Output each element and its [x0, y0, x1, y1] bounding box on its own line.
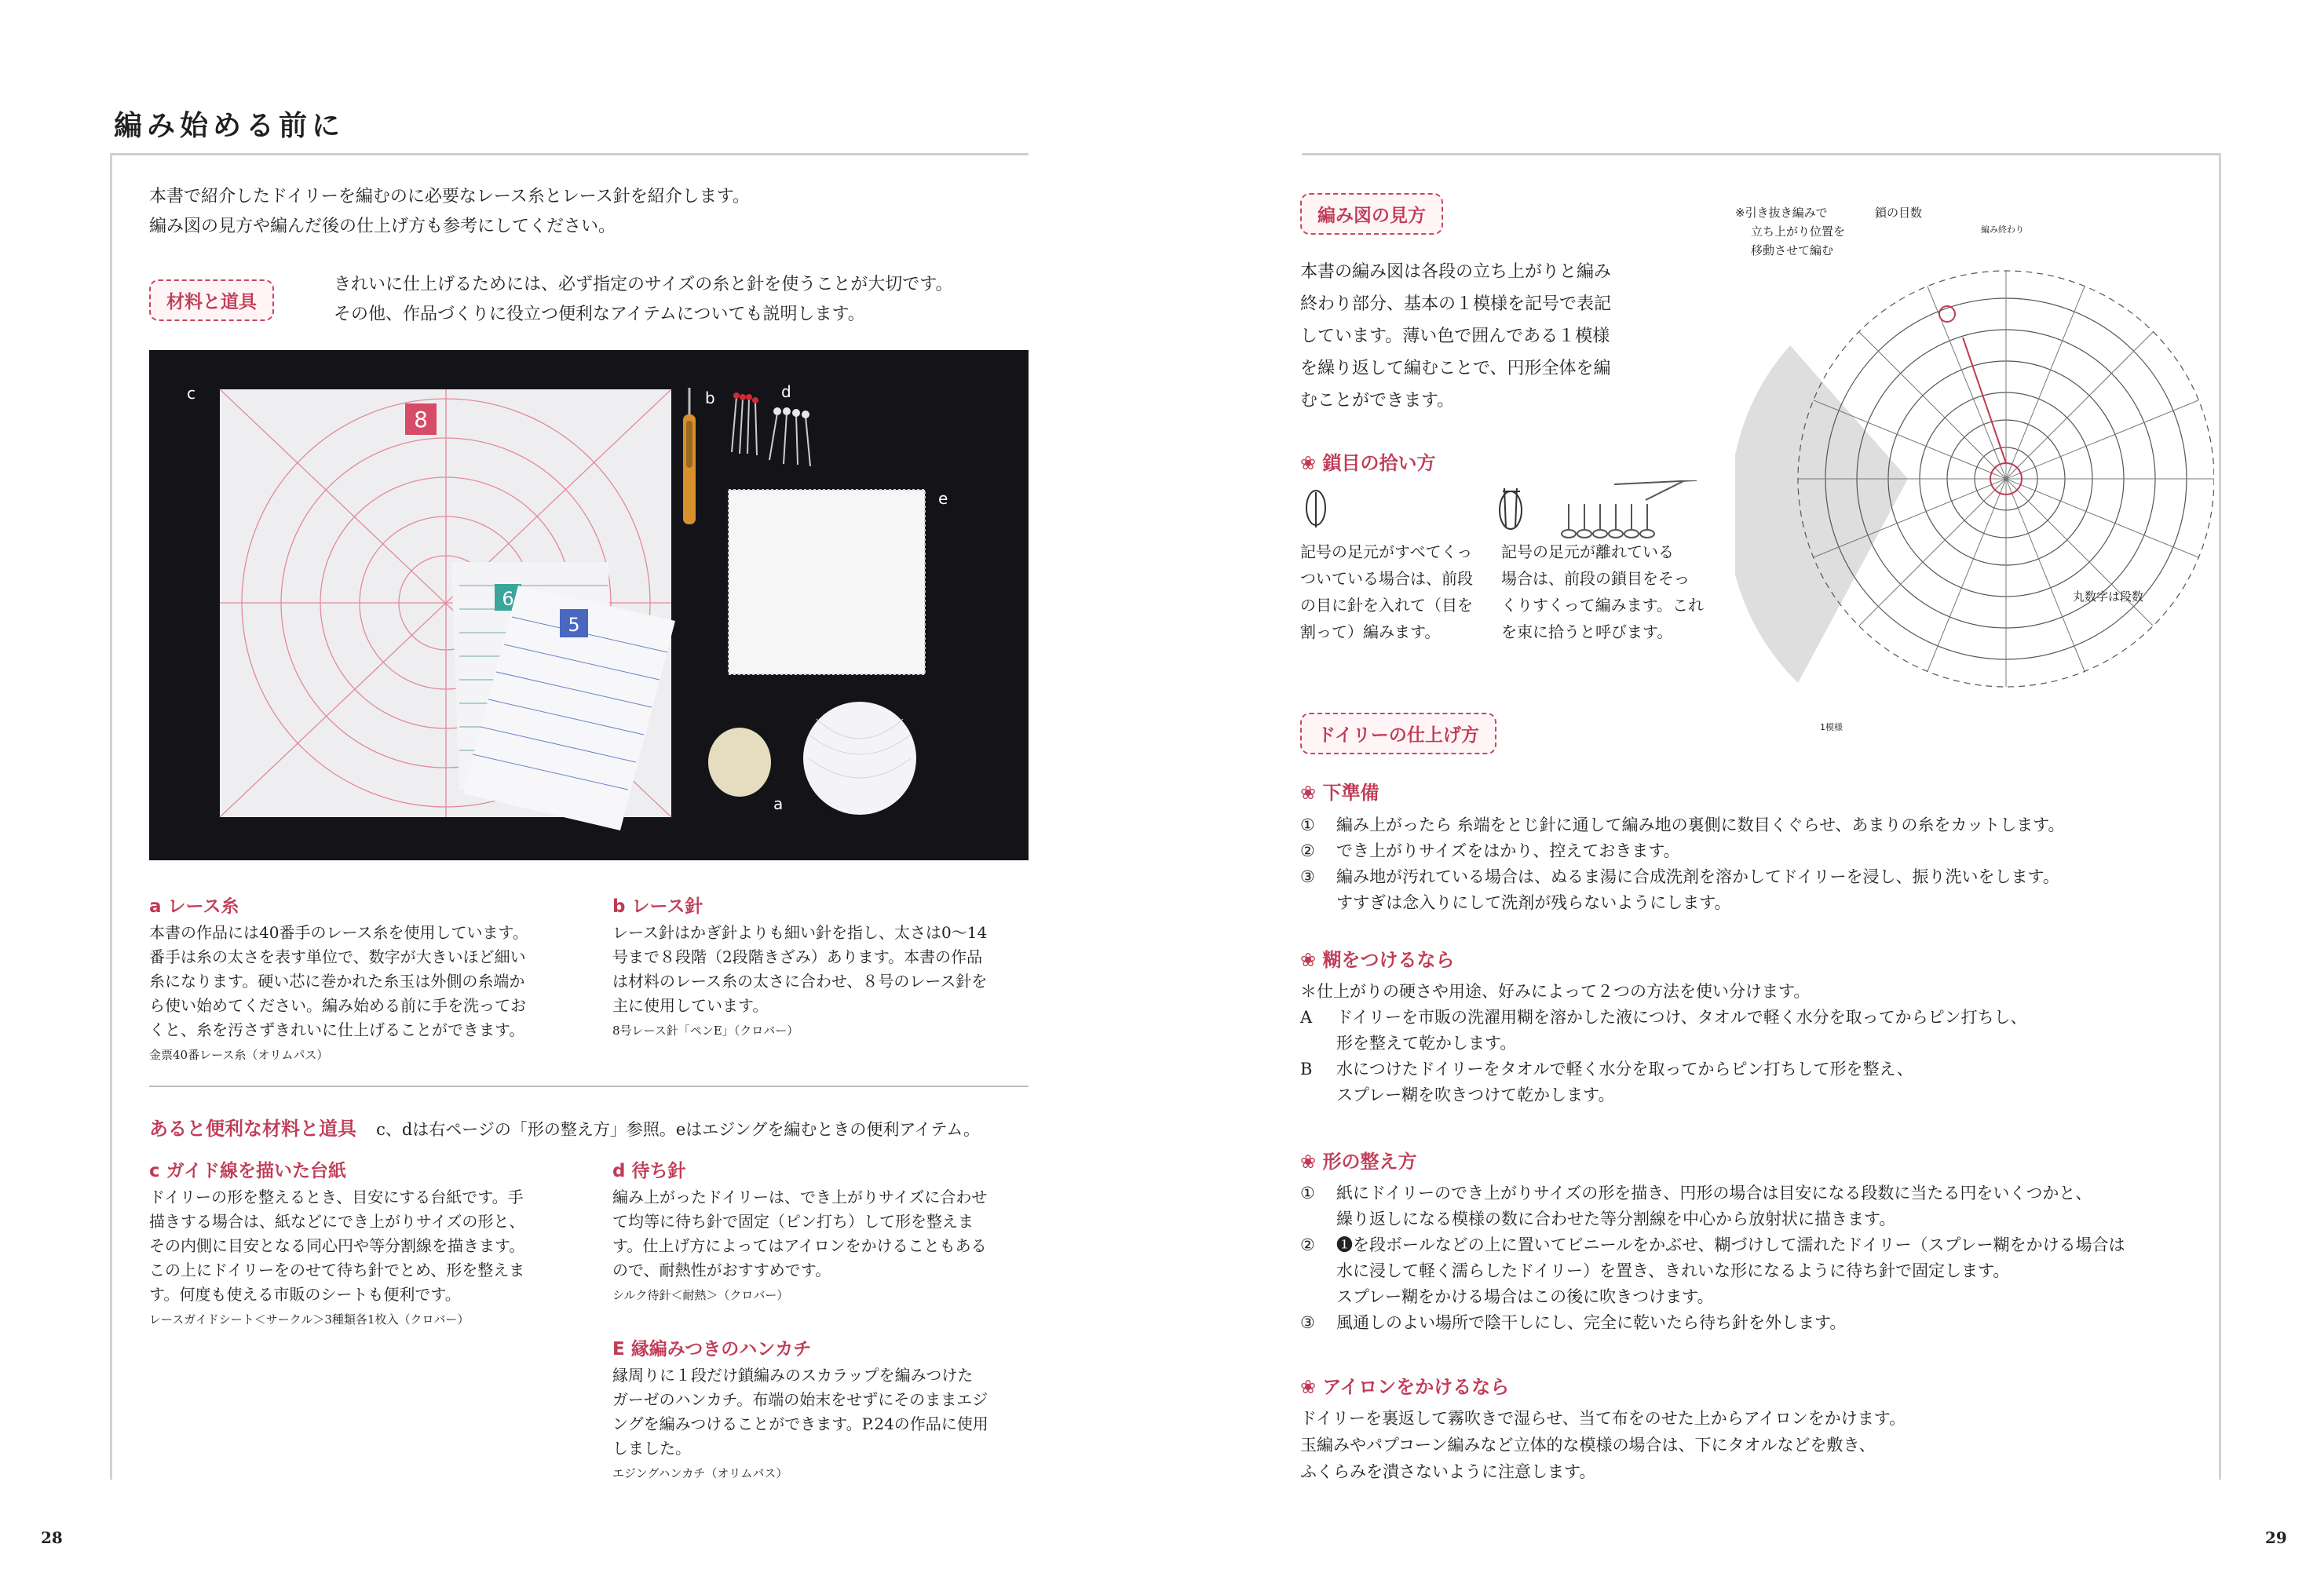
item-c-line: 描きする場合は、紙などにでき上がりサイズの形と、 — [149, 1212, 525, 1231]
iron-heading-text: アイロンをかけるなら — [1322, 1376, 1510, 1398]
chain-right-line: 場合は、前段の鎖目をそっ — [1501, 569, 1690, 588]
item-b-line: 号まで８段階（2段階きざみ）あります。本書の作品 — [612, 947, 983, 966]
item-b-note: 8号レース針「ペンE」（クロバー） — [612, 1024, 799, 1038]
item-e-body — [612, 1363, 1036, 1461]
materials-desc-line: きれいに仕上げるためには、必ず指定のサイズの糸と針を使うことが大切です。 — [334, 275, 953, 294]
list-text: 風通しのよい場所で陰干しにし、完全に乾いたら待ち針を外します。 — [1336, 1313, 1847, 1332]
chain-left-line: 記号の足元がすべてくっ — [1300, 542, 1473, 561]
item-b — [612, 892, 1036, 1040]
item-a-line: くと、糸を汚さずきれいに仕上げることができます。 — [149, 1020, 525, 1039]
shape-heading-text: 形の整え方 — [1322, 1151, 1417, 1173]
item-a-body — [149, 921, 589, 1042]
diagram-label-slip2: 立ち上がり位置を — [1751, 224, 1846, 239]
list-num: ③ — [1300, 867, 1315, 886]
list-text: ❶を段ボールなどの上に置いてビニールをかぶせ、糊づけして濡れたドイリー（スプレー糊をかける場合は — [1336, 1235, 2125, 1254]
item-d-body — [612, 1185, 1036, 1283]
page-number-left: 28 — [41, 1528, 63, 1547]
flower-icon: ❀ — [1300, 452, 1317, 474]
list-text: 編み地が汚れている場合は、ぬるま湯に合成洗剤を溶かしてドイリーを浸し、振り洗いをします。 — [1336, 867, 2059, 886]
photo-label-b: b — [705, 389, 715, 407]
item-c-line: ドイリーの形を整えるとき、目安にする台紙です。手 — [149, 1188, 524, 1206]
starch-list — [1300, 979, 2211, 1108]
list-text: 紙にドイリーのでき上がりサイズの形を描き、円形の場合は目安になる段数に当たる円をいくつかと、 — [1336, 1184, 2092, 1203]
flower-icon: ❀ — [1300, 949, 1317, 971]
useful-heading: あると便利な材料と道具 — [149, 1118, 356, 1140]
item-d-heading: d 待ち針 — [612, 1161, 686, 1181]
iron-text — [1300, 1405, 2211, 1485]
item-c-heading: c ガイド線を描いた台紙 — [149, 1161, 346, 1181]
item-d-note: シルク待針＜耐熱＞（クロバー） — [612, 1288, 789, 1302]
useful-desc: c、dは右ページの「形の整え方」参照。eはエジングを編むときの便利アイテム。 — [376, 1120, 981, 1139]
list-text: スプレー糊をかける場合はこの後に吹きつけます。 — [1336, 1287, 1714, 1306]
diagram-label-one-pattern: 1模様 — [1820, 722, 1843, 732]
item-b-line: 主に使用しています。 — [612, 996, 769, 1015]
chain-right-line: 記号の足元が離れている — [1501, 542, 1674, 561]
chart-desc-line: むことができます。 — [1300, 391, 1455, 411]
list-item — [1300, 1232, 2211, 1310]
list-text: 編み上がったら 糸端をとじ針に通して編み地の裏側に数目くぐらせ、あまりの糸をカットします。 — [1336, 816, 2065, 834]
shape-heading — [1300, 1146, 1416, 1173]
list-item — [1300, 838, 2211, 864]
intro-line: 本書で紹介したドイリーを編むのに必要なレース糸とレース針を紹介します。 — [149, 187, 750, 206]
handkerchief-e — [729, 490, 925, 674]
item-a-note: 金票40番レース糸（オリムパス） — [149, 1048, 329, 1062]
chart-reading-tag: 編み図の見方 — [1300, 193, 1443, 235]
photo-label-e: e — [938, 489, 948, 508]
item-e-heading: E 縁編みつきのハンカチ — [612, 1339, 812, 1360]
thread-ball-large — [803, 702, 916, 815]
chain-left-line: 割って）編みます。 — [1300, 622, 1441, 641]
photo-label-a: a — [773, 794, 784, 813]
item-c-line: この上にドイリーをのせて待ち針でとめ、形を整えま — [149, 1261, 525, 1279]
starch-note: ＊仕上がりの硬さや用途、好みによって２つの方法を使い分けます。 — [1300, 982, 1811, 1001]
iron-line: ふくらみを潰さないように注意します。 — [1300, 1462, 1596, 1481]
list-item — [1300, 864, 2211, 916]
item-a-line: 糸になります。硬い芯に巻かれた糸玉は外側の糸端か — [149, 972, 525, 991]
iron-heading — [1300, 1371, 1509, 1399]
prep-heading-text: 下準備 — [1322, 782, 1379, 804]
item-e-line: ガーゼのハンカチ。布端の始末をせずにそのままエジ — [612, 1390, 988, 1409]
list-num: ③ — [1300, 1313, 1315, 1332]
list-item — [1300, 1181, 2211, 1232]
item-c-note: レースガイドシート＜サークル＞3種類各1枚入（クロバー） — [149, 1312, 470, 1327]
chain-right-text — [1501, 538, 1704, 645]
flower-icon: ❀ — [1300, 1151, 1317, 1173]
intro-text — [149, 182, 750, 242]
list-item — [1300, 1057, 2211, 1108]
list-num: ② — [1300, 1235, 1315, 1254]
top-rule-left — [110, 153, 1029, 155]
starch-heading-text: 糊をつけるなら — [1322, 949, 1455, 971]
list-text: スプレー糊を吹きつけて乾かします。 — [1336, 1086, 1615, 1104]
chart-desc — [1300, 256, 1611, 417]
chain-left-line: ついている場合は、前段 — [1300, 569, 1473, 588]
intro-line: 編み図の見方や編んだ後の仕上げ方も参考にしてください。 — [149, 217, 616, 236]
list-num: ② — [1300, 841, 1315, 860]
finish-tag: ドイリーの仕上げ方 — [1300, 713, 1496, 754]
diagram-label-end: 編み終わり — [1981, 224, 2024, 235]
chart-desc-line: 終わり部分、基本の１模様を記号で表記 — [1300, 294, 1612, 314]
right-margin-line — [2219, 153, 2221, 1480]
materials-tag: 材料と道具 — [149, 279, 274, 321]
item-d-line: て均等に待ち針で固定（ピン打ち）して形を整えま — [612, 1212, 974, 1231]
flower-icon: ❀ — [1300, 782, 1317, 804]
chain-heading-text: 鎖目の拾い方 — [1322, 452, 1436, 474]
prep-heading — [1300, 777, 1379, 805]
item-c-body — [149, 1185, 589, 1307]
list-num: B — [1300, 1060, 1313, 1079]
diagram-label-slip3: 移動させて編む — [1751, 243, 1834, 257]
item-e-note: エジングハンカチ（オリムパス） — [612, 1466, 788, 1480]
useful-row — [149, 1113, 1036, 1141]
diagram-label-slip: ※引き抜き編みで — [1735, 206, 1828, 220]
thread-ball-small — [708, 728, 771, 797]
sheet-number-6: 6 — [502, 588, 514, 610]
chain-right-line: を束に拾うと呼びます。 — [1501, 622, 1673, 641]
list-num: A — [1300, 1008, 1313, 1027]
shape-list — [1300, 1181, 2211, 1336]
materials-desc-line: その他、作品づくりに役立つ便利なアイテムについても説明します。 — [334, 305, 865, 324]
chain-left-line: の目に針を入れて（目を — [1300, 596, 1473, 615]
item-e-line: しました。 — [612, 1439, 691, 1458]
chain-right-line: くりすくって編みます。これ — [1501, 596, 1704, 615]
item-d-line: 編み上がったドイリーは、でき上がりサイズに合わせ — [612, 1188, 988, 1206]
item-d-line: す。仕上げ方によってはアイロンをかけることもある — [612, 1236, 987, 1255]
materials-desc — [334, 270, 952, 330]
iron-line: 玉編みやパプコーン編みなど立体的な模様の場合は、下にタオルなどを敷き、 — [1300, 1436, 1876, 1454]
item-a — [149, 892, 589, 1064]
sheet-number-8: 8 — [414, 407, 428, 432]
list-text: ドイリーを市販の洗濯用糊を溶かした液につけ、タオルで軽く水分を取ってからピン打ちし、 — [1336, 1008, 2027, 1027]
item-e — [612, 1334, 1036, 1483]
list-text: でき上がりサイズをはかり、控えておきます。 — [1336, 841, 1680, 860]
item-c-line: その内側に目安となる同心円や等分割線を描きます。 — [149, 1236, 525, 1255]
list-text: 繰り返しになる模様の数に合わせた等分割線を中心から放射状に描きます。 — [1336, 1210, 1896, 1228]
item-c — [149, 1156, 589, 1329]
list-num: ① — [1300, 816, 1315, 834]
doily-chart-diagram — [1735, 196, 2214, 761]
chart-desc-line: を繰り返して編むことで、円形全体を編 — [1300, 359, 1611, 378]
item-b-line: レース針はかぎ針よりも細い針を指し、太さは0〜14 — [612, 923, 988, 942]
materials-photo — [149, 350, 1029, 860]
item-b-heading: b レース針 — [612, 896, 703, 917]
chart-desc-line: 本書の編み図は各段の立ち上がりと編み — [1300, 262, 1612, 282]
item-b-body — [612, 921, 1036, 1018]
item-b-line: は材料のレース糸の太さに合わせ、８号のレース針を — [612, 972, 988, 991]
prep-list — [1300, 812, 2211, 916]
list-num: ① — [1300, 1184, 1315, 1203]
item-e-line: 縁周りに１段だけ鎖編みのスカラップを編みつけた — [612, 1366, 974, 1385]
top-rule-right — [1302, 153, 2220, 155]
item-d-line: ので、耐熱性がおすすめです。 — [612, 1261, 831, 1279]
diagram-label-rows: 丸数字は段数 — [2073, 589, 2144, 604]
materials-photo-svg — [149, 350, 1029, 860]
diagram-label-chain-count: 鎖の目数 — [1875, 206, 1923, 220]
iron-line: ドイリーを裏返して霧吹きで湿らせ、当て布をのせた上からアイロンをかけます。 — [1300, 1409, 1906, 1428]
section-divider — [149, 1086, 1029, 1087]
list-item — [1300, 1310, 2211, 1336]
chain-left-text — [1300, 538, 1473, 645]
chain-heading — [1300, 447, 1435, 475]
list-text: すすぎは念入りにして洗剤が残らないようにします。 — [1336, 893, 1731, 912]
item-a-line: ら使い始めてください。編み始める前に手を洗ってお — [149, 996, 526, 1015]
page-number-right: 29 — [2265, 1528, 2287, 1547]
flower-icon: ❀ — [1300, 1376, 1317, 1398]
item-c-line: す。何度も使える市販のシートも便利です。 — [149, 1285, 461, 1304]
item-e-line: ングを編みつけることができます。P.24の作品に使用 — [612, 1414, 988, 1433]
item-d — [612, 1156, 1036, 1305]
list-item — [1300, 812, 2211, 838]
list-text: 水につけたドイリーをタオルで軽く水分を取ってからピン打ちして形を整え、 — [1336, 1060, 1913, 1079]
photo-label-c: c — [187, 384, 195, 403]
item-a-line: 番手は糸の太さを表す単位で、数字が大きいほど細い — [149, 947, 526, 966]
chart-desc-line: しています。薄い色で囲んである１模様 — [1300, 327, 1610, 346]
left-margin-line — [110, 153, 112, 1480]
list-text: 水に浸して軽く濡らしたドイリー）を置き、きれいな形になるように待ち針で固定します。 — [1336, 1261, 2010, 1280]
sheet-number-5: 5 — [568, 614, 580, 636]
list-item — [1300, 1005, 2211, 1057]
list-text: 形を整えて乾かします。 — [1336, 1034, 1517, 1053]
item-a-heading: a レース糸 — [149, 896, 239, 917]
item-a-line: 本書の作品には40番手のレース糸を使用しています。 — [149, 923, 528, 942]
starch-heading — [1300, 944, 1454, 972]
page-title: 編み始める前に — [114, 109, 345, 142]
photo-label-d: d — [781, 382, 791, 401]
